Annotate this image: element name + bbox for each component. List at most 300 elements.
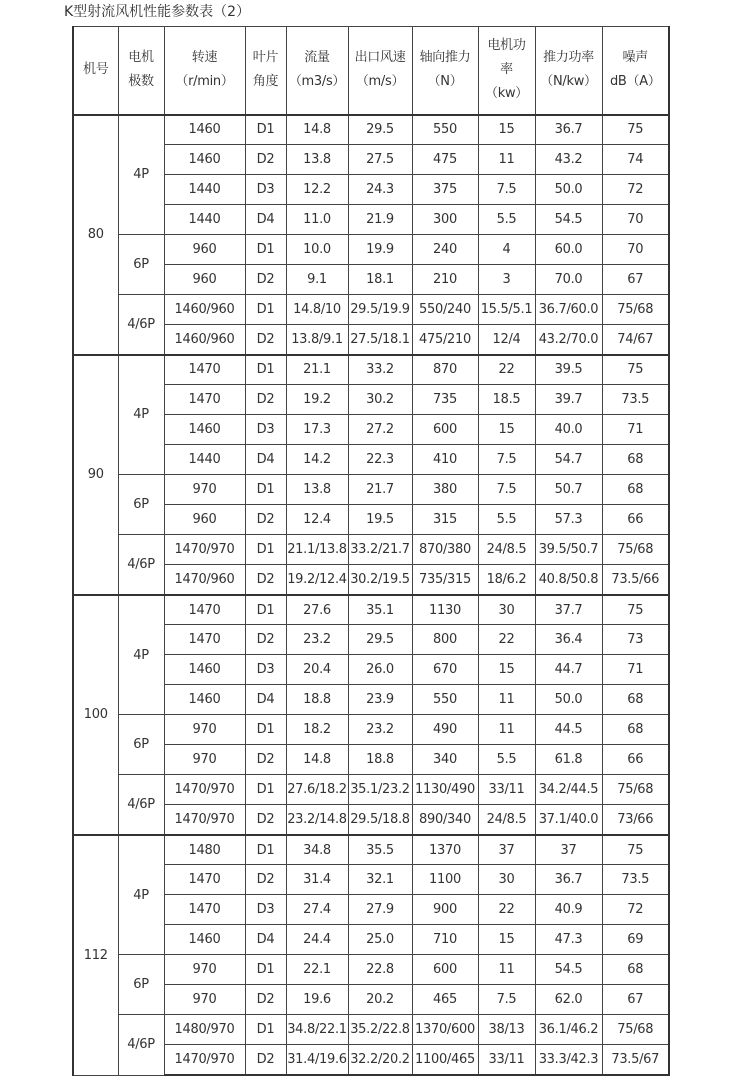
motor-poles-cell: 4P (118, 835, 164, 955)
header-flow-line2: （m3/s） (288, 74, 346, 90)
flow-cell: 19.6 (286, 985, 348, 1015)
thrust_power-cell: 54.7 (535, 445, 602, 475)
outlet-cell: 25.0 (348, 925, 412, 955)
header-power-line1: 电机功 (487, 38, 526, 54)
speed-cell: 1470 (164, 385, 245, 415)
thrust-cell: 340 (412, 745, 478, 775)
noise-cell: 75 (602, 115, 669, 145)
outlet-cell: 29.5/18.8 (348, 805, 412, 835)
outlet-cell: 18.1 (348, 265, 412, 295)
flow-cell: 23.2/14.8 (286, 805, 348, 835)
speed-cell: 1440 (164, 445, 245, 475)
noise-cell: 74/67 (602, 325, 669, 355)
flow-cell: 13.8/9.1 (286, 325, 348, 355)
table-row (73, 715, 669, 745)
table-row (73, 355, 669, 385)
speed-cell: 1460 (164, 925, 245, 955)
speed-cell: 1470/960 (164, 565, 245, 595)
thrust-cell: 240 (412, 235, 478, 265)
thrust_power-cell: 44.7 (535, 655, 602, 685)
speed-cell: 1460 (164, 415, 245, 445)
noise-cell: 66 (602, 505, 669, 535)
table-body (73, 115, 669, 1076)
blade-cell: D1 (245, 295, 286, 325)
thrust-cell: 1130 (412, 595, 478, 625)
power-cell: 24/8.5 (478, 805, 535, 835)
thrust_power-cell: 61.8 (535, 745, 602, 775)
thrust_power-cell: 36.7/60.0 (535, 295, 602, 325)
motor-poles-cell: 4/6P (118, 1015, 164, 1075)
outlet-cell: 18.8 (348, 745, 412, 775)
power-cell: 24/8.5 (478, 535, 535, 565)
flow-cell: 20.4 (286, 655, 348, 685)
flow-cell: 13.8 (286, 475, 348, 505)
speed-cell: 970 (164, 985, 245, 1015)
speed-cell: 1460 (164, 655, 245, 685)
thrust-cell: 475/210 (412, 325, 478, 355)
flow-cell: 13.8 (286, 145, 348, 175)
blade-cell: D1 (245, 715, 286, 745)
speed-cell: 1460/960 (164, 295, 245, 325)
outlet-cell: 35.5 (348, 835, 412, 865)
power-cell: 11 (478, 685, 535, 715)
thrust-cell: 300 (412, 205, 478, 235)
noise-cell: 71 (602, 415, 669, 445)
thrust-cell: 600 (412, 955, 478, 985)
flow-cell: 23.2 (286, 625, 348, 655)
blade-cell: D3 (245, 415, 286, 445)
thrust-cell: 1370 (412, 835, 478, 865)
power-cell: 15 (478, 655, 535, 685)
noise-cell: 68 (602, 685, 669, 715)
outlet-cell: 26.0 (348, 655, 412, 685)
blade-cell: D2 (245, 805, 286, 835)
outlet-cell: 20.2 (348, 985, 412, 1015)
header-speed (164, 27, 245, 115)
power-cell: 15 (478, 925, 535, 955)
motor-poles-cell: 4P (118, 595, 164, 715)
flow-cell: 24.4 (286, 925, 348, 955)
thrust_power-cell: 54.5 (535, 955, 602, 985)
power-cell: 22 (478, 625, 535, 655)
outlet-cell: 33.2 (348, 355, 412, 385)
power-cell: 7.5 (478, 985, 535, 1015)
speed-cell: 1470 (164, 355, 245, 385)
blade-cell: D3 (245, 655, 286, 685)
speed-cell: 960 (164, 505, 245, 535)
thrust-cell: 550 (412, 115, 478, 145)
thrust_power-cell: 37 (535, 835, 602, 865)
noise-cell: 75/68 (602, 1015, 669, 1045)
header-power (478, 27, 535, 115)
noise-cell: 70 (602, 205, 669, 235)
speed-cell: 960 (164, 235, 245, 265)
noise-cell: 68 (602, 955, 669, 985)
thrust_power-cell: 37.7 (535, 595, 602, 625)
thrust-cell: 465 (412, 985, 478, 1015)
speed-cell: 1480/970 (164, 1015, 245, 1045)
thrust-cell: 600 (412, 415, 478, 445)
outlet-cell: 30.2/19.5 (348, 565, 412, 595)
blade-cell: D1 (245, 955, 286, 985)
thrust_power-cell: 54.5 (535, 205, 602, 235)
speed-cell: 970 (164, 745, 245, 775)
flow-cell: 19.2/12.4 (286, 565, 348, 595)
blade-cell: D1 (245, 775, 286, 805)
power-cell: 33/11 (478, 775, 535, 805)
blade-cell: D2 (245, 325, 286, 355)
thrust-cell: 1100/465 (412, 1045, 478, 1075)
flow-cell: 27.6 (286, 595, 348, 625)
blade-cell: D1 (245, 115, 286, 145)
blade-cell: D1 (245, 595, 286, 625)
table-header (73, 27, 669, 115)
header-outlet-line1: 出口风速 (354, 50, 406, 66)
thrust-cell: 870/380 (412, 535, 478, 565)
header-thrust-line2: （N） (427, 74, 463, 90)
header-thrust_power-line2: （N/kw） (540, 74, 597, 90)
thrust_power-cell: 37.1/40.0 (535, 805, 602, 835)
noise-cell: 75 (602, 595, 669, 625)
thrust-cell: 550 (412, 685, 478, 715)
thrust_power-cell: 36.7 (535, 865, 602, 895)
thrust_power-cell: 60.0 (535, 235, 602, 265)
power-cell: 18/6.2 (478, 565, 535, 595)
noise-cell: 68 (602, 715, 669, 745)
power-cell: 22 (478, 895, 535, 925)
outlet-cell: 19.9 (348, 235, 412, 265)
noise-cell: 67 (602, 265, 669, 295)
blade-cell: D1 (245, 535, 286, 565)
power-cell: 7.5 (478, 475, 535, 505)
header-speed-line1: 转速 (191, 50, 218, 66)
thrust-cell: 210 (412, 265, 478, 295)
motor-poles-cell: 6P (118, 235, 164, 295)
header-row (73, 27, 669, 115)
flow-cell: 31.4 (286, 865, 348, 895)
outlet-cell: 21.9 (348, 205, 412, 235)
outlet-cell: 32.2/20.2 (348, 1045, 412, 1075)
power-cell: 37 (478, 835, 535, 865)
noise-cell: 73.5/66 (602, 565, 669, 595)
outlet-cell: 35.1 (348, 595, 412, 625)
thrust_power-cell: 43.2 (535, 145, 602, 175)
header-power-line2: 率 (500, 62, 513, 78)
table-row (73, 475, 669, 505)
header-blade-line1: 叶片 (252, 50, 279, 66)
thrust_power-cell: 36.1/46.2 (535, 1015, 602, 1045)
thrust_power-cell: 50.7 (535, 475, 602, 505)
outlet-cell: 32.1 (348, 865, 412, 895)
flow-cell: 11.0 (286, 205, 348, 235)
header-noise-line2: dB（A） (609, 74, 661, 90)
noise-cell: 75/68 (602, 295, 669, 325)
header-speed-line2: （r/min） (175, 74, 234, 90)
blade-cell: D3 (245, 175, 286, 205)
header-flow-line1: 流量 (304, 50, 330, 66)
blade-cell: D3 (245, 895, 286, 925)
power-cell: 7.5 (478, 445, 535, 475)
noise-cell: 73.5/67 (602, 1045, 669, 1075)
machine-number-cell: 90 (73, 355, 118, 595)
thrust-cell: 890/340 (412, 805, 478, 835)
header-machine-line1: 机号 (83, 62, 109, 78)
power-cell: 30 (478, 865, 535, 895)
blade-cell: D4 (245, 205, 286, 235)
outlet-cell: 22.8 (348, 955, 412, 985)
speed-cell: 1460 (164, 145, 245, 175)
flow-cell: 21.1/13.8 (286, 535, 348, 565)
speed-cell: 1470 (164, 595, 245, 625)
outlet-cell: 29.5 (348, 625, 412, 655)
thrust_power-cell: 36.4 (535, 625, 602, 655)
thrust-cell: 550/240 (412, 295, 478, 325)
thrust_power-cell: 47.3 (535, 925, 602, 955)
blade-cell: D2 (245, 865, 286, 895)
flow-cell: 12.4 (286, 505, 348, 535)
thrust_power-cell: 44.5 (535, 715, 602, 745)
noise-cell: 72 (602, 895, 669, 925)
outlet-cell: 35.2/22.8 (348, 1015, 412, 1045)
blade-cell: D4 (245, 445, 286, 475)
table-row (73, 295, 669, 325)
speed-cell: 970 (164, 715, 245, 745)
header-thrust_power (535, 27, 602, 115)
speed-cell: 970 (164, 475, 245, 505)
table-row (73, 235, 669, 265)
flow-cell: 14.8 (286, 745, 348, 775)
power-cell: 30 (478, 595, 535, 625)
outlet-cell: 27.9 (348, 895, 412, 925)
power-cell: 22 (478, 355, 535, 385)
outlet-cell: 21.7 (348, 475, 412, 505)
thrust-cell: 900 (412, 895, 478, 925)
blade-cell: D1 (245, 355, 286, 385)
thrust_power-cell: 50.0 (535, 175, 602, 205)
blade-cell: D1 (245, 235, 286, 265)
header-flow (286, 27, 348, 115)
noise-cell: 75/68 (602, 775, 669, 805)
thrust-cell: 375 (412, 175, 478, 205)
blade-cell: D1 (245, 475, 286, 505)
machine-number-cell: 100 (73, 595, 118, 835)
noise-cell: 71 (602, 655, 669, 685)
thrust_power-cell: 70.0 (535, 265, 602, 295)
blade-cell: D2 (245, 265, 286, 295)
header-poles (118, 27, 164, 115)
header-noise-line1: 噪声 (622, 50, 648, 66)
speed-cell: 970 (164, 955, 245, 985)
noise-cell: 73 (602, 625, 669, 655)
table-row (73, 115, 669, 145)
motor-poles-cell: 4P (118, 115, 164, 235)
noise-cell: 73.5 (602, 865, 669, 895)
flow-cell: 14.8 (286, 115, 348, 145)
header-outlet (348, 27, 412, 115)
power-cell: 38/13 (478, 1015, 535, 1045)
noise-cell: 69 (602, 925, 669, 955)
outlet-cell: 33.2/21.7 (348, 535, 412, 565)
outlet-cell: 27.5 (348, 145, 412, 175)
flow-cell: 31.4/19.6 (286, 1045, 348, 1075)
outlet-cell: 27.5/18.1 (348, 325, 412, 355)
thrust-cell: 710 (412, 925, 478, 955)
thrust_power-cell: 43.2/70.0 (535, 325, 602, 355)
header-blade (245, 27, 286, 115)
speed-cell: 1470/970 (164, 805, 245, 835)
thrust_power-cell: 39.5/50.7 (535, 535, 602, 565)
power-cell: 33/11 (478, 1045, 535, 1075)
header-power-line3: （kw） (485, 86, 528, 102)
noise-cell: 73/66 (602, 805, 669, 835)
thrust-cell: 315 (412, 505, 478, 535)
speed-cell: 1480 (164, 835, 245, 865)
flow-cell: 14.8/10 (286, 295, 348, 325)
motor-poles-cell: 6P (118, 475, 164, 535)
blade-cell: D2 (245, 1045, 286, 1075)
blade-cell: D2 (245, 985, 286, 1015)
flow-cell: 34.8 (286, 835, 348, 865)
performance-table (72, 26, 670, 1076)
thrust_power-cell: 62.0 (535, 985, 602, 1015)
blade-cell: D2 (245, 745, 286, 775)
speed-cell: 1440 (164, 175, 245, 205)
power-cell: 3 (478, 265, 535, 295)
thrust_power-cell: 33.3/42.3 (535, 1045, 602, 1075)
outlet-cell: 29.5 (348, 115, 412, 145)
outlet-cell: 27.2 (348, 415, 412, 445)
noise-cell: 73.5 (602, 385, 669, 415)
thrust-cell: 410 (412, 445, 478, 475)
noise-cell: 68 (602, 445, 669, 475)
thrust_power-cell: 50.0 (535, 685, 602, 715)
noise-cell: 75 (602, 355, 669, 385)
thrust_power-cell: 40.0 (535, 415, 602, 445)
speed-cell: 1460 (164, 115, 245, 145)
table-row (73, 595, 669, 625)
power-cell: 11 (478, 715, 535, 745)
motor-poles-cell: 4/6P (118, 775, 164, 835)
blade-cell: D2 (245, 505, 286, 535)
motor-poles-cell: 4/6P (118, 295, 164, 355)
blade-cell: D1 (245, 1015, 286, 1045)
machine-number-cell: 112 (73, 835, 118, 1075)
power-cell: 15.5/5.1 (478, 295, 535, 325)
power-cell: 15 (478, 415, 535, 445)
thrust_power-cell: 34.2/44.5 (535, 775, 602, 805)
header-outlet-line2: （m/s） (355, 74, 405, 90)
thrust_power-cell: 40.8/50.8 (535, 565, 602, 595)
table-row (73, 535, 669, 565)
thrust-cell: 735 (412, 385, 478, 415)
noise-cell: 75 (602, 835, 669, 865)
power-cell: 15 (478, 115, 535, 145)
thrust-cell: 1100 (412, 865, 478, 895)
flow-cell: 21.1 (286, 355, 348, 385)
thrust-cell: 1130/490 (412, 775, 478, 805)
header-blade-line2: 角度 (252, 74, 279, 90)
header-thrust_power-line1: 推力功率 (543, 50, 594, 66)
power-cell: 5.5 (478, 505, 535, 535)
speed-cell: 1470/970 (164, 1045, 245, 1075)
blade-cell: D2 (245, 145, 286, 175)
thrust_power-cell: 57.3 (535, 505, 602, 535)
blade-cell: D4 (245, 685, 286, 715)
flow-cell: 27.4 (286, 895, 348, 925)
thrust-cell: 735/315 (412, 565, 478, 595)
motor-poles-cell: 6P (118, 715, 164, 775)
thrust-cell: 800 (412, 625, 478, 655)
power-cell: 12/4 (478, 325, 535, 355)
outlet-cell: 29.5/19.9 (348, 295, 412, 325)
header-poles-line2: 极数 (128, 74, 154, 90)
power-cell: 4 (478, 235, 535, 265)
speed-cell: 1470 (164, 865, 245, 895)
blade-cell: D4 (245, 925, 286, 955)
flow-cell: 22.1 (286, 955, 348, 985)
thrust-cell: 670 (412, 655, 478, 685)
table-row (73, 775, 669, 805)
thrust-cell: 380 (412, 475, 478, 505)
table-row (73, 1015, 669, 1045)
blade-cell: D2 (245, 625, 286, 655)
motor-poles-cell: 6P (118, 955, 164, 1015)
outlet-cell: 30.2 (348, 385, 412, 415)
power-cell: 11 (478, 145, 535, 175)
flow-cell: 12.2 (286, 175, 348, 205)
blade-cell: D1 (245, 835, 286, 865)
thrust-cell: 870 (412, 355, 478, 385)
thrust_power-cell: 39.7 (535, 385, 602, 415)
power-cell: 5.5 (478, 745, 535, 775)
outlet-cell: 23.2 (348, 715, 412, 745)
speed-cell: 1470/970 (164, 535, 245, 565)
thrust-cell: 1370/600 (412, 1015, 478, 1045)
flow-cell: 9.1 (286, 265, 348, 295)
speed-cell: 1460/960 (164, 325, 245, 355)
noise-cell: 75/68 (602, 535, 669, 565)
noise-cell: 74 (602, 145, 669, 175)
blade-cell: D2 (245, 565, 286, 595)
thrust-cell: 490 (412, 715, 478, 745)
motor-poles-cell: 4P (118, 355, 164, 475)
flow-cell: 18.2 (286, 715, 348, 745)
power-cell: 7.5 (478, 175, 535, 205)
power-cell: 18.5 (478, 385, 535, 415)
table-title: K型射流风机性能参数表（2） (64, 4, 251, 20)
outlet-cell: 24.3 (348, 175, 412, 205)
header-thrust (412, 27, 478, 115)
flow-cell: 18.8 (286, 685, 348, 715)
flow-cell: 19.2 (286, 385, 348, 415)
header-thrust-line1: 轴向推力 (419, 50, 471, 66)
noise-cell: 70 (602, 235, 669, 265)
noise-cell: 67 (602, 985, 669, 1015)
noise-cell: 72 (602, 175, 669, 205)
noise-cell: 68 (602, 475, 669, 505)
header-noise (602, 27, 669, 115)
outlet-cell: 23.9 (348, 685, 412, 715)
machine-number-cell: 80 (73, 115, 118, 355)
table-row (73, 835, 669, 865)
speed-cell: 1470/970 (164, 775, 245, 805)
flow-cell: 14.2 (286, 445, 348, 475)
flow-cell: 10.0 (286, 235, 348, 265)
flow-cell: 17.3 (286, 415, 348, 445)
power-cell: 11 (478, 955, 535, 985)
thrust_power-cell: 36.7 (535, 115, 602, 145)
noise-cell: 66 (602, 745, 669, 775)
